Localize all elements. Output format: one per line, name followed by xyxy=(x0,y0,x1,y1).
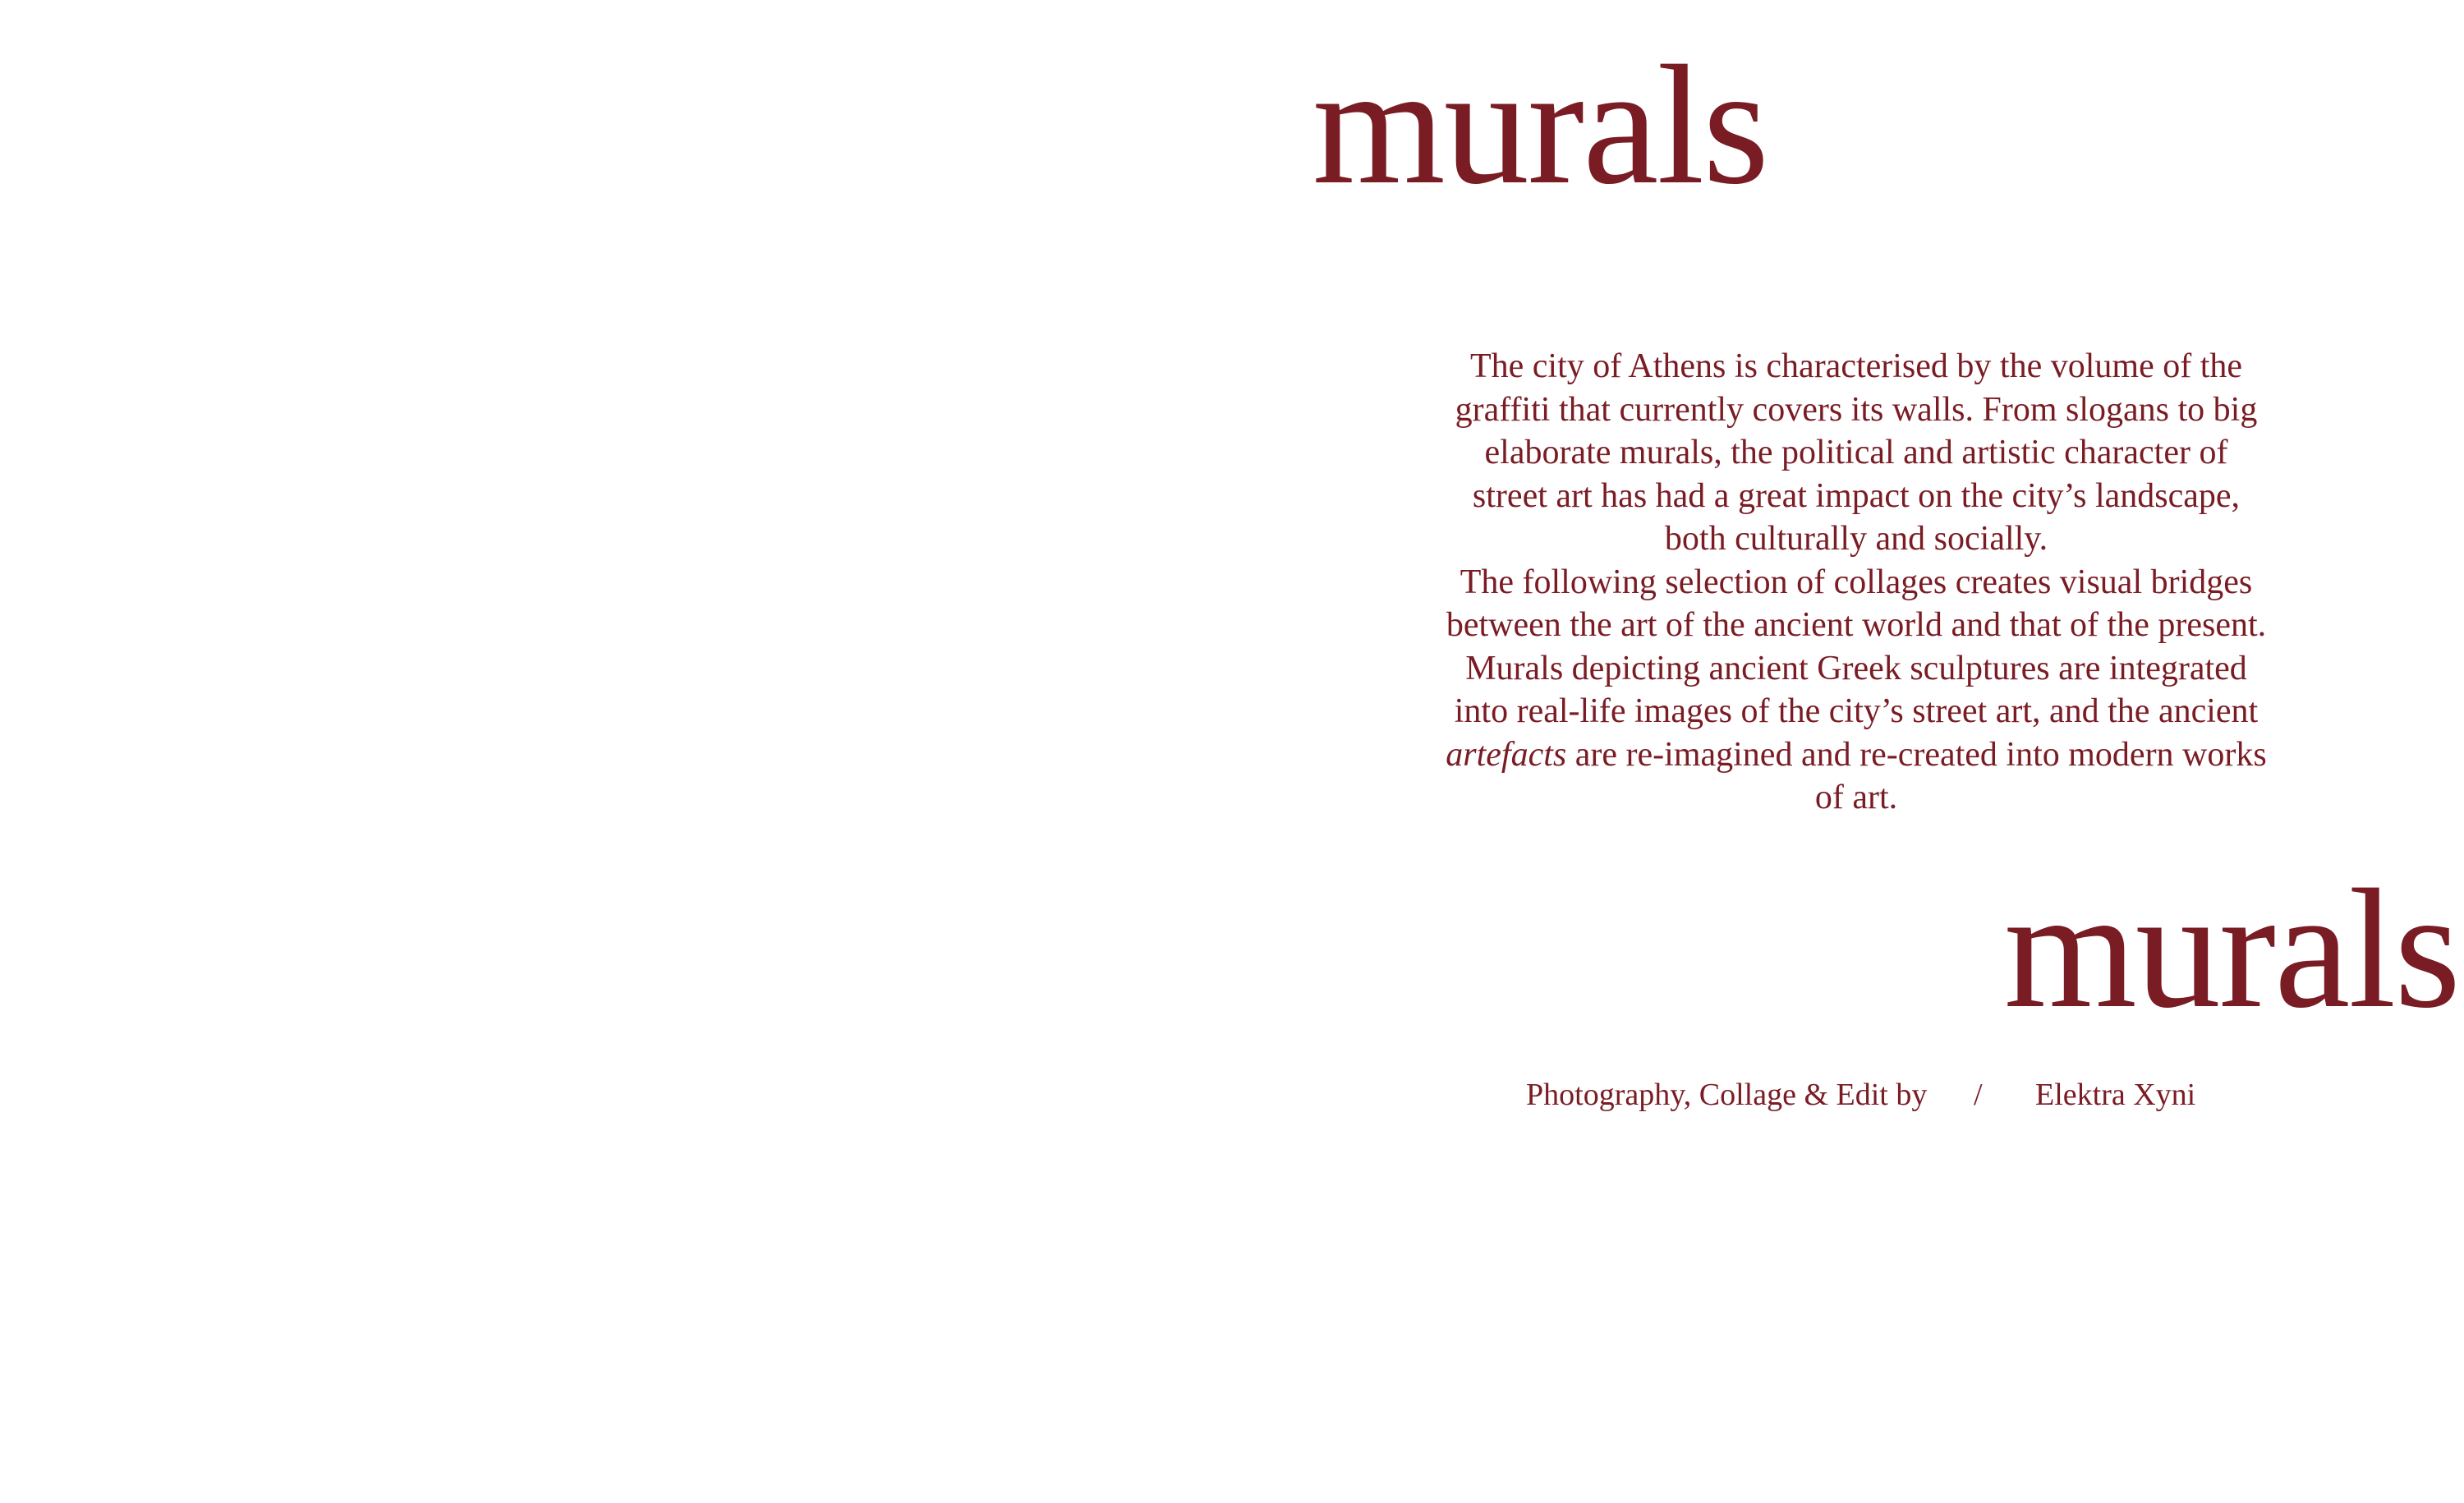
credits-label: Photography, Collage & Edit by xyxy=(1526,1078,1928,1112)
intro-italic-word: artefacts xyxy=(1446,735,1567,774)
page-title-bottom: murals xyxy=(2004,854,2460,1043)
intro-paragraph-2-end: are re-imagined and re-created into modern works of art. xyxy=(1566,735,2267,816)
credits-line xyxy=(1526,1074,2200,1115)
credits-separator: / xyxy=(1974,1078,1983,1112)
intro-paragraph-2-start: The following selection of collages creates visual bridges between the art of the ancient world and that of the present. Murals depicting ancient Greek sculptures are integrated into real-life images of the city’s street art, and the ancient xyxy=(1446,563,2267,730)
intro-paragraph-1: The city of Athens is characterised by the volume of the graffiti that currently covers its walls. From slogans to big elaborate murals, the political and artistic character of street art has had a great impact on the city’s landscape, both culturally and socially. xyxy=(1455,347,2258,558)
page-title-top: murals xyxy=(1312,30,1768,219)
credits-name: Elektra Xyni xyxy=(2035,1078,2196,1112)
intro-text xyxy=(1446,345,2267,820)
intro-paragraph-2 xyxy=(1446,561,2267,820)
